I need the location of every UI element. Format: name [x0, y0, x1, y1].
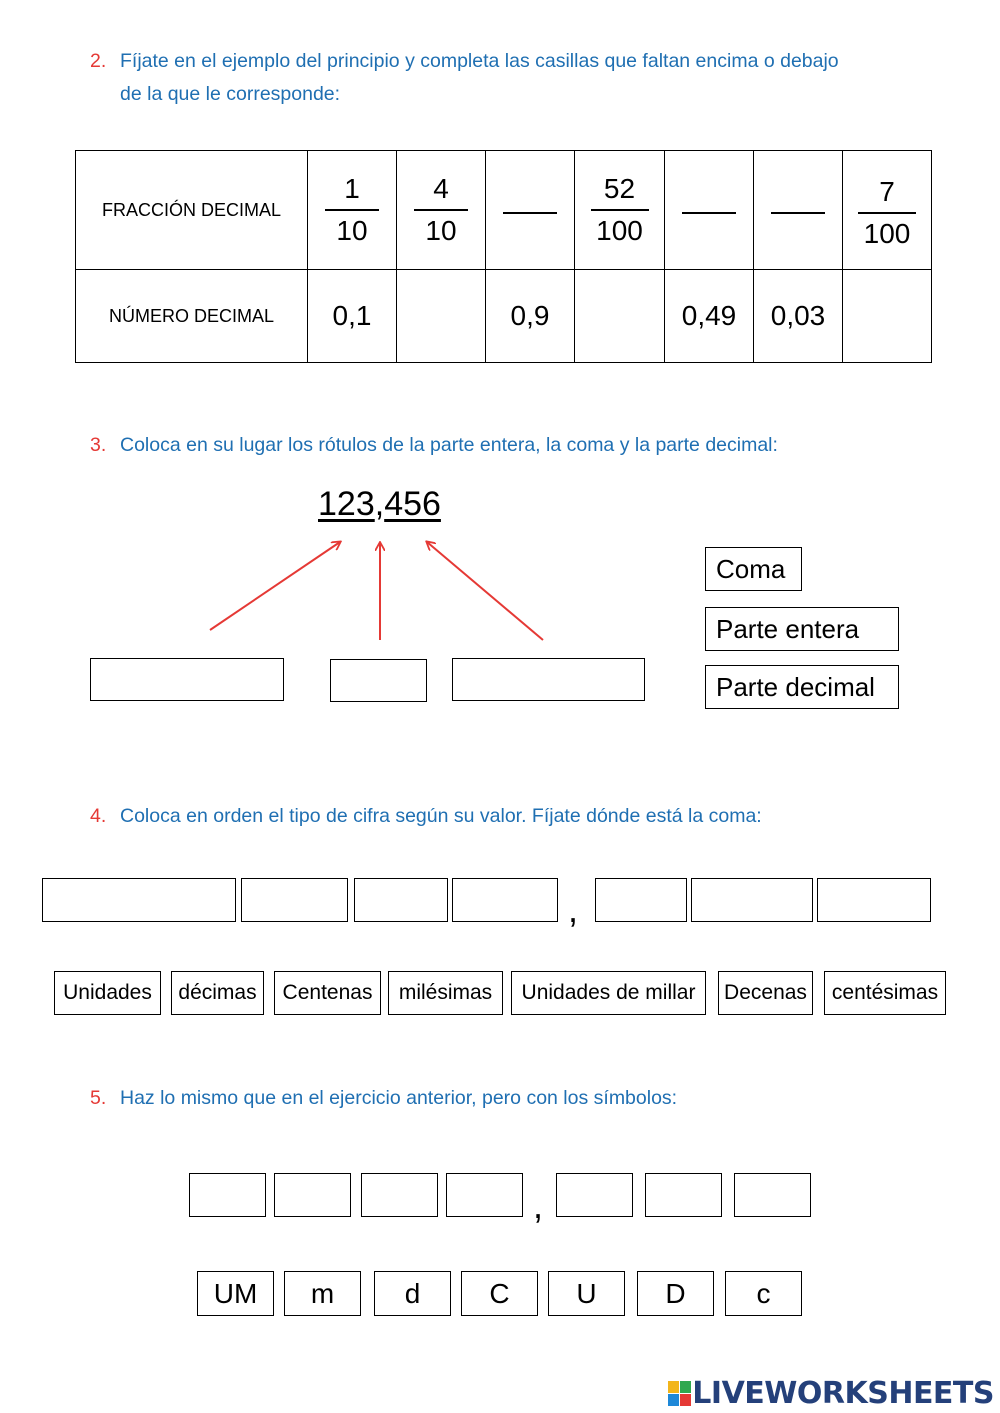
row-label-decimal: NÚMERO DECIMAL — [76, 270, 308, 363]
chip-symbol-m[interactable]: m — [284, 1271, 361, 1316]
chip-milesimas[interactable]: milésimas — [388, 971, 503, 1015]
label-chip-parte-entera[interactable]: Parte entera — [705, 607, 899, 651]
fraction-numerator: 4 — [433, 173, 449, 204]
fraction-denominator: 100 — [596, 215, 643, 246]
liveworksheets-logo-icon — [668, 1381, 692, 1407]
decimal-cell: 0,1 — [308, 270, 397, 363]
drop-box-symbol[interactable] — [274, 1173, 351, 1217]
drop-box-symbol[interactable] — [361, 1173, 438, 1217]
question-number: 3. — [90, 434, 107, 456]
chip-symbol-c-upper[interactable]: C — [461, 1271, 538, 1316]
chip-decenas[interactable]: Decenas — [718, 971, 813, 1015]
chip-unidades[interactable]: Unidades — [54, 971, 161, 1015]
drop-box-symbol[interactable] — [556, 1173, 633, 1217]
decimal-part: 456 — [384, 485, 441, 523]
chip-symbol-d-upper[interactable]: D — [637, 1271, 714, 1316]
drop-box-digit-type[interactable] — [42, 878, 236, 922]
chip-centesimas[interactable]: centésimas — [824, 971, 946, 1015]
question-number: 2. — [90, 50, 107, 72]
fraction-numerator: 52 — [603, 173, 636, 204]
label-chip-parte-decimal[interactable]: Parte decimal — [705, 665, 899, 709]
fraction-numerator: 1 — [344, 173, 360, 204]
liveworksheets-logo — [668, 1376, 994, 1411]
drop-box-symbol[interactable] — [645, 1173, 722, 1217]
question-number: 4. — [90, 805, 107, 827]
drop-box-digit-type[interactable] — [817, 878, 931, 922]
arrow-to-decimal — [427, 542, 543, 640]
fraction-numerator: 7 — [879, 176, 895, 207]
drop-box-digit-type[interactable] — [241, 878, 348, 922]
arrow-to-integer — [210, 542, 340, 630]
chip-symbol-d[interactable]: d — [374, 1271, 451, 1316]
drop-box-symbol[interactable] — [446, 1173, 523, 1217]
question-number: 5. — [90, 1087, 107, 1109]
decimal-comma: , — [374, 485, 385, 523]
chip-unidades-de-millar[interactable]: Unidades de millar — [511, 971, 706, 1015]
question-text: Coloca en orden el tipo de cifra según su valor. Fíjate dónde está la coma: — [120, 805, 762, 827]
row-label-fraction: FRACCIÓN DECIMAL — [76, 151, 308, 270]
question-text-line1: Fíjate en el ejemplo del principio y completa las casillas que faltan encima o debajo — [120, 50, 839, 72]
chip-symbol-um[interactable]: UM — [197, 1271, 274, 1316]
decimal-cell: 0,49 — [665, 270, 754, 363]
chip-decimas[interactable]: décimas — [171, 971, 264, 1015]
fraction-denominator: 10 — [425, 215, 457, 246]
question-text: Haz lo mismo que en el ejercicio anterior, pero con los símbolos: — [120, 1087, 678, 1109]
question-4 — [90, 800, 950, 833]
decimal-cell: 0,03 — [754, 270, 843, 363]
integer-part: 123 — [318, 485, 375, 523]
drop-box-symbol[interactable] — [189, 1173, 266, 1217]
drop-box-integer[interactable] — [90, 658, 284, 701]
fraction-denominator: 10 — [336, 215, 368, 246]
liveworksheets-logo-text: LIVEWORKSHEETS — [692, 1376, 994, 1411]
drop-box-comma[interactable] — [330, 659, 427, 702]
fraction-denominator: 100 — [863, 218, 911, 249]
chip-centenas[interactable]: Centenas — [274, 971, 381, 1015]
question-text: Coloca en su lugar los rótulos de la parte entera, la coma y la parte decimal: — [120, 434, 778, 456]
drop-box-digit-type[interactable] — [691, 878, 813, 922]
question-text-line2: de la que le corresponde: — [120, 83, 341, 105]
drop-box-digit-type[interactable] — [452, 878, 558, 922]
chip-symbol-u[interactable]: U — [548, 1271, 625, 1316]
drop-box-digit-type[interactable] — [354, 878, 448, 922]
label-chip-coma[interactable]: Coma — [705, 547, 802, 591]
drop-box-digit-type[interactable] — [595, 878, 687, 922]
question-5 — [90, 1082, 950, 1115]
decimal-cell: 0,9 — [486, 270, 575, 363]
separator-comma: , — [568, 889, 579, 930]
separator-comma: , — [533, 1185, 544, 1226]
drop-box-decimal[interactable] — [452, 658, 645, 701]
drop-box-symbol[interactable] — [734, 1173, 811, 1217]
chip-symbol-c[interactable]: c — [725, 1271, 802, 1316]
